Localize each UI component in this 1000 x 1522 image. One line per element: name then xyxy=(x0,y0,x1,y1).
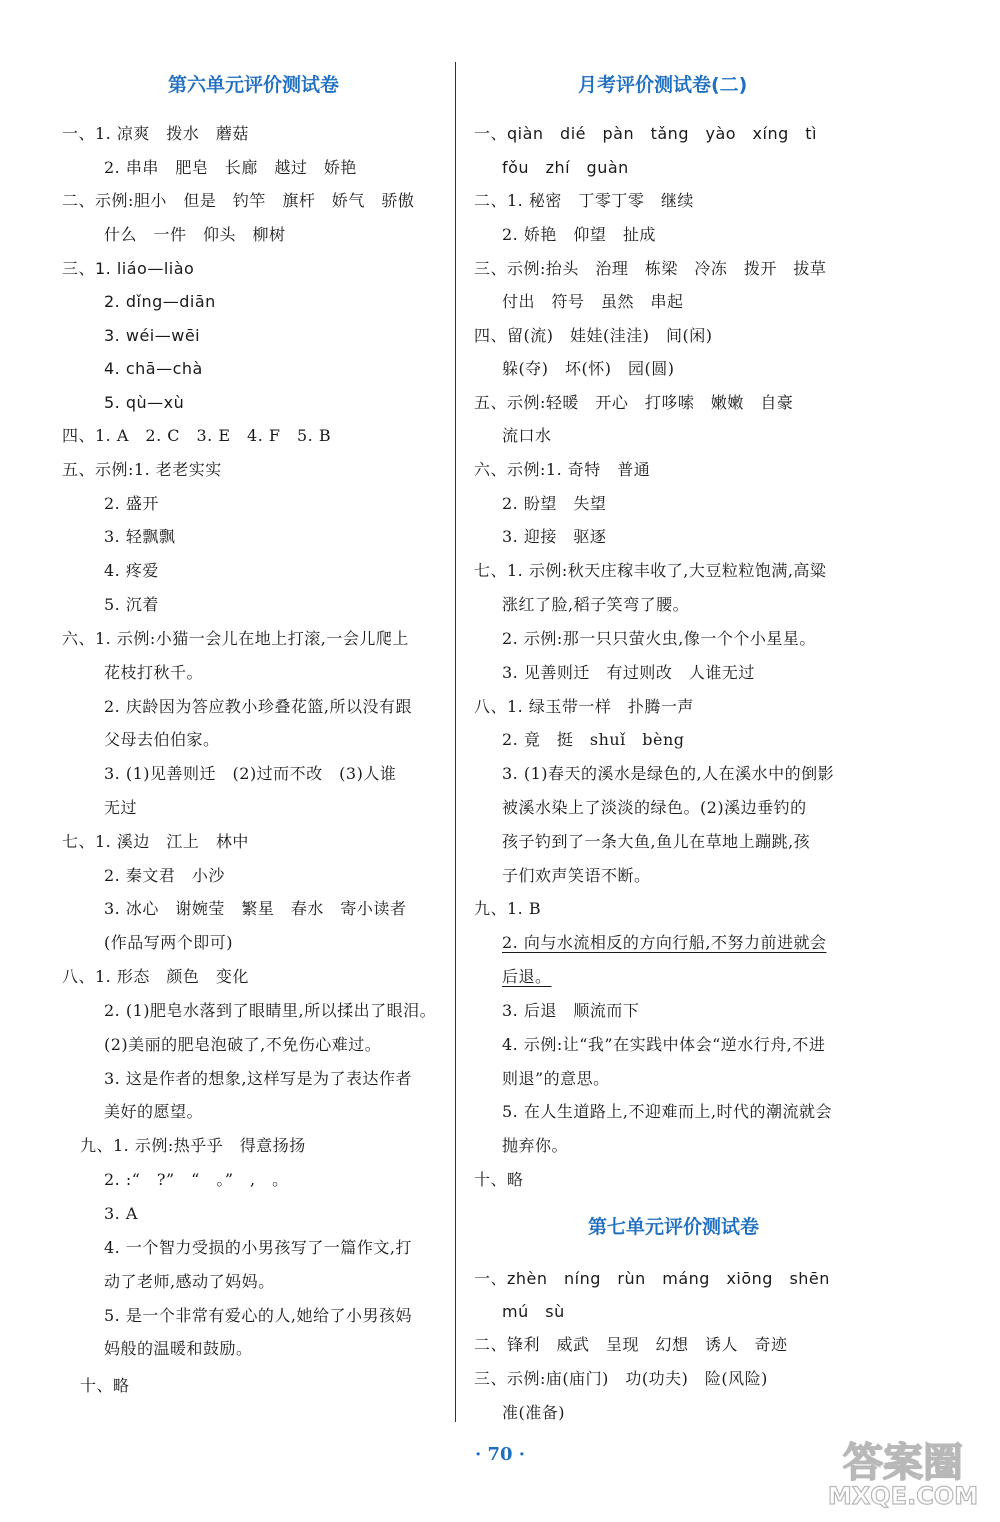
left-line-0: 一、1. 凉爽 拨水 蘑菇 xyxy=(62,124,249,143)
right-line-b-1: mú sù xyxy=(502,1302,565,1321)
right-line-2: 二、1. 秘密 丁零丁零 继续 xyxy=(474,191,694,210)
left-section-title: 第六单元评价测试卷 xyxy=(168,74,340,96)
right-line-25: 后退。 xyxy=(502,967,552,986)
right-line-30: 抛弃你。 xyxy=(502,1136,569,1155)
right-line-9: 流口水 xyxy=(502,426,552,445)
right-line-20: 被溪水染上了淡淡的绿色。(2)溪边垂钓的 xyxy=(502,798,807,817)
left-line-34: 动了老师,感动了妈妈。 xyxy=(104,1272,275,1291)
left-line-29: 美好的愿望。 xyxy=(104,1102,204,1121)
column-divider xyxy=(455,62,456,1422)
right-line-b-0: 一、zhèn níng rùn máng xiōng shēn xyxy=(474,1269,830,1288)
left-line-24: (作品写两个即可) xyxy=(104,933,233,952)
right-line-14: 涨红了脸,稻子笑弯了腰。 xyxy=(502,595,690,614)
right-line-13: 七、1. 示例:秋天庄稼丰收了,大豆粒粒饱满,高粱 xyxy=(474,561,827,580)
left-line-30: 九、1. 示例:热乎乎 得意扬扬 xyxy=(80,1136,306,1155)
right-line-11: 2. 盼望 失望 xyxy=(502,494,607,513)
left-line-8: 5. qù—xù xyxy=(104,393,185,412)
left-line-23: 3. 冰心 谢婉莹 繁星 春水 寄小读者 xyxy=(104,899,407,918)
right-line-19: 3. (1)春天的溪水是绿色的,人在溪水中的倒影 xyxy=(502,764,835,783)
right-line-b-4: 准(准备) xyxy=(502,1403,565,1422)
left-line-36: 妈般的温暖和鼓励。 xyxy=(104,1339,253,1358)
watermark-svg xyxy=(818,1432,988,1512)
right-line-22: 子们欢声笑语不断。 xyxy=(502,866,651,885)
right-line-12: 3. 迎接 驱逐 xyxy=(502,527,607,546)
right-line-0: 一、qiàn dié pàn tǎng yào xíng tì xyxy=(474,124,817,143)
right-line-28: 则退”的意思。 xyxy=(502,1069,610,1088)
left-line-5: 2. dǐng—diān xyxy=(104,292,216,311)
right-line-6: 四、留(流) 娃娃(洼洼) 间(闲) xyxy=(474,326,713,345)
right-line-5: 付出 符号 虽然 串起 xyxy=(502,292,684,311)
left-line-37: 十、略 xyxy=(80,1376,130,1395)
left-line-33: 4. 一个智力受损的小男孩写了一篇作文,打 xyxy=(104,1238,412,1257)
right-line-29: 5. 在人生道路上,不迎难而上,时代的潮流就会 xyxy=(502,1102,833,1121)
right-section-title-1: 月考评价测试卷(二) xyxy=(578,74,748,96)
left-line-21: 七、1. 溪边 江上 林中 xyxy=(62,832,249,851)
left-line-28: 3. 这是作者的想象,这样写是为了表达作者 xyxy=(104,1069,412,1088)
left-line-11: 2. 盛开 xyxy=(104,494,159,513)
left-line-35: 5. 是一个非常有爱心的人,她给了小男孩妈 xyxy=(104,1306,412,1325)
left-line-7: 4. chā—chà xyxy=(104,359,203,378)
right-line-7: 躲(夺) 坏(怀) 园(圆) xyxy=(502,359,675,378)
left-line-19: 3. (1)见善则迁 (2)过而不改 (3)人谁 xyxy=(104,764,397,783)
right-line-17: 八、1. 绿玉带一样 扑腾一声 xyxy=(474,697,694,716)
left-line-6: 3. wéi—wēi xyxy=(104,326,201,345)
left-line-15: 六、1. 示例:小猫一会儿在地上打滚,一会儿爬上 xyxy=(62,629,409,648)
watermark-chars: 答案圈 xyxy=(843,1440,963,1486)
right-line-b-2: 二、锋利 威武 呈现 幻想 诱人 奇迹 xyxy=(474,1335,788,1354)
left-line-10: 五、示例:1. 老老实实 xyxy=(62,460,222,479)
right-line-4: 三、示例:抬头 治理 栋梁 冷冻 拨开 拔草 xyxy=(474,259,827,278)
right-line-15: 2. 示例:那一只只萤火虫,像一个个小星星。 xyxy=(502,629,816,648)
right-section-title-2: 第七单元评价测试卷 xyxy=(588,1216,760,1238)
left-line-32: 3. A xyxy=(104,1204,138,1223)
left-line-12: 3. 轻飘飘 xyxy=(104,527,176,546)
right-line-b-3: 三、示例:庙(庙门) 功(功夫) 险(风险) xyxy=(474,1369,768,1388)
right-line-31: 十、略 xyxy=(474,1170,524,1189)
right-line-24: 2. 向与水流相反的方向行船,不努力前进就会 xyxy=(502,933,827,952)
right-line-23: 九、1. B xyxy=(474,899,542,918)
right-line-3: 2. 娇艳 仰望 扯成 xyxy=(502,225,656,244)
right-line-27: 4. 示例:让“我”在实践中体会“逆水行舟,不进 xyxy=(502,1035,826,1054)
left-line-25: 八、1. 形态 颜色 变化 xyxy=(62,967,249,986)
watermark-logo xyxy=(818,1432,988,1512)
left-line-1: 2. 串串 肥皂 长廊 越过 娇艳 xyxy=(104,158,357,177)
right-line-18: 2. 竟 挺 shuǐ bèng xyxy=(502,730,685,749)
right-line-8: 五、示例:轻暖 开心 打哆嗦 嫩嫩 自豪 xyxy=(474,393,794,412)
left-line-2: 二、示例:胆小 但是 钓竿 旗杆 娇气 骄傲 xyxy=(62,191,415,210)
left-line-3: 什么 一件 仰头 柳树 xyxy=(104,225,286,244)
left-line-13: 4. 疼爱 xyxy=(104,561,159,580)
left-line-4: 三、1. liáo—liào xyxy=(62,259,195,278)
left-line-26: 2. (1)肥皂水落到了眼睛里,所以揉出了眼泪。 xyxy=(104,1001,437,1020)
right-line-16: 3. 见善则迁 有过则改 人谁无过 xyxy=(502,663,755,682)
right-line-21: 孩子钓到了一条大鱼,鱼儿在草地上蹦跳,孩 xyxy=(502,832,811,851)
left-line-16: 花枝打秋千。 xyxy=(104,663,204,682)
right-line-26: 3. 后退 顺流而下 xyxy=(502,1001,640,1020)
left-line-9: 四、1. A 2. C 3. E 4. F 5. B xyxy=(62,426,332,445)
right-line-1: fǒu zhí guàn xyxy=(502,158,629,177)
left-line-27: (2)美丽的肥皂泡破了,不免伤心难过。 xyxy=(104,1035,382,1054)
left-line-14: 5. 沉着 xyxy=(104,595,159,614)
watermark-url: MXQE.COM xyxy=(827,1482,979,1510)
right-line-10: 六、示例:1. 奇特 普通 xyxy=(474,460,651,479)
left-line-31: 2. :“ ?” “ 。” , 。 xyxy=(104,1170,289,1189)
left-line-17: 2. 庆龄因为答应教小珍叠花篮,所以没有跟 xyxy=(104,697,412,716)
left-line-22: 2. 秦文君 小沙 xyxy=(104,866,225,885)
left-line-18: 父母去伯伯家。 xyxy=(104,730,220,749)
left-line-20: 无过 xyxy=(104,798,138,817)
page-number: · 70 · xyxy=(474,1444,526,1465)
